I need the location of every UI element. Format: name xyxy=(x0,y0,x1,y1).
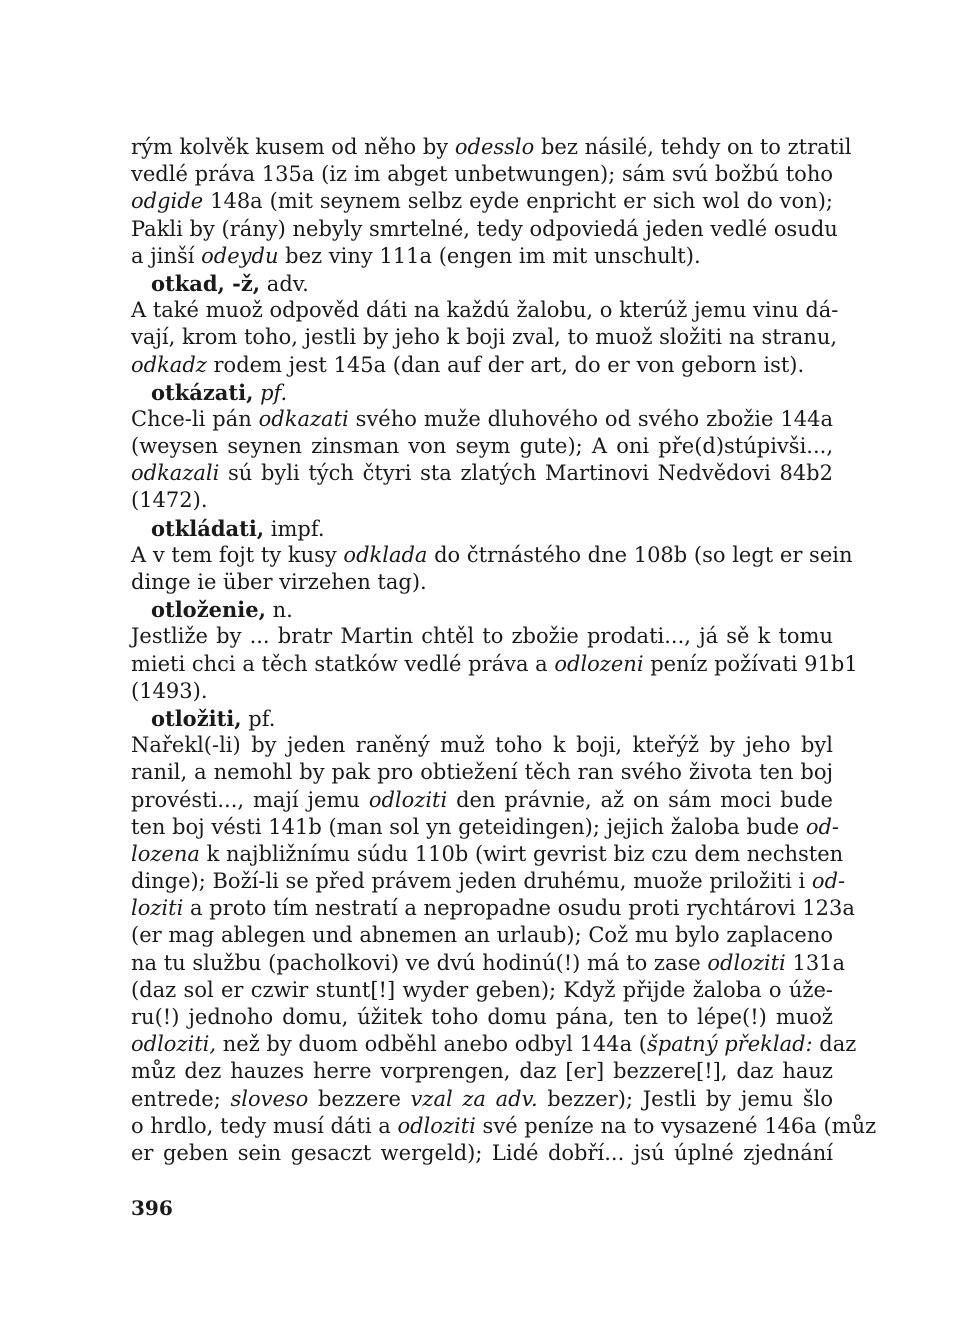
text-span: peníz požívati 91b1 xyxy=(643,651,858,676)
italic-text: odloziti xyxy=(707,950,786,975)
dictionary-text-block xyxy=(131,134,877,1167)
text-line xyxy=(131,1113,877,1140)
text-line xyxy=(131,1140,833,1167)
text-span: bez násilé, tehdy on to ztratil xyxy=(534,135,852,159)
text-line xyxy=(131,460,833,487)
headword: otloženie, xyxy=(151,597,266,623)
italic-text: od- xyxy=(805,814,840,839)
text-span: ranil, a nemohl by pak pro obtiežení těch ran svého života ten boj xyxy=(131,760,833,785)
text-span: A v tem fojt ty kusy xyxy=(131,542,344,567)
text-span: A také muož odpověd dáti na každú žalobu, o kterúž jemu vinu dá- xyxy=(131,298,839,323)
text-span: provésti..., mají jemu xyxy=(131,787,369,812)
italic-text: odloziti xyxy=(397,1113,476,1138)
text-span: své peníze na to vysazené 146a (můz xyxy=(475,1113,877,1138)
italic-text: lozena xyxy=(131,841,200,866)
italic-text: špatný překlad: xyxy=(646,1032,813,1057)
text-line xyxy=(131,542,853,569)
text-span: den právnie, až on sám moci bude xyxy=(447,787,833,812)
text-line xyxy=(131,161,833,188)
headword: otkad, -ž, xyxy=(151,270,261,296)
text-span: (daz sol er czwir stunt[!] wyder geben); Když přijde žaloba o úže- xyxy=(131,977,833,1002)
text-line xyxy=(131,188,833,215)
headword: otkázati, xyxy=(151,379,254,405)
text-line xyxy=(131,406,833,433)
text-span: entrede; xyxy=(131,1086,231,1111)
text-span: impf. xyxy=(264,516,325,541)
italic-text: loziti xyxy=(131,896,184,921)
entry-headword-line xyxy=(131,515,833,542)
text-span: (er mag ablegen und abnemen an urlaub); Což mu bylo zaplaceno xyxy=(131,923,833,948)
text-span: Nařekl(-li) by jeden raněný muž toho k boji, kteřýž by jeho byl xyxy=(131,733,833,758)
text-span: Chce-li pán xyxy=(131,406,259,431)
text-line xyxy=(131,487,833,514)
italic-text: odeydu xyxy=(201,243,279,268)
text-line xyxy=(131,651,858,678)
text-line xyxy=(131,1031,857,1058)
text-span: adv. xyxy=(260,271,309,296)
text-line xyxy=(131,895,855,922)
italic-text: odklada xyxy=(343,542,428,567)
text-line xyxy=(131,1058,833,1085)
italic-text: odkazali xyxy=(131,461,220,486)
italic-text: pf. xyxy=(260,380,288,405)
text-span: (1493). xyxy=(131,678,208,703)
text-line xyxy=(131,787,833,814)
text-span: bezzer); Jestli by jemu šlo xyxy=(537,1086,833,1111)
text-line xyxy=(131,814,840,841)
text-line xyxy=(131,433,833,460)
page-number: 396 xyxy=(131,1196,173,1220)
entry-headword-line xyxy=(131,705,833,732)
text-span: rým kolvěk kusem od něho by xyxy=(131,135,455,159)
italic-text: odloziti, xyxy=(131,1032,217,1057)
text-span: (1472). xyxy=(131,488,208,513)
text-span: než by duom odběhl anebo odbyl 144a ( xyxy=(216,1032,647,1057)
italic-text: od- xyxy=(811,869,846,894)
text-span: a jinší xyxy=(131,243,202,268)
text-line xyxy=(131,732,833,759)
text-span: bez viny 111a (engen im mit unschult). xyxy=(278,243,701,268)
text-line xyxy=(131,1086,833,1113)
text-line xyxy=(131,759,833,786)
text-line xyxy=(131,569,833,596)
text-line xyxy=(131,623,833,650)
text-line xyxy=(131,352,833,379)
text-span: mieti chci a těch statków vedlé práva a xyxy=(131,651,555,676)
text-line xyxy=(131,297,839,324)
text-span: o hrdlo, tedy musí dáti a xyxy=(131,1113,398,1138)
headword: otkládati, xyxy=(151,515,265,541)
text-line xyxy=(131,977,833,1004)
text-span: n. xyxy=(265,598,293,623)
text-span: rodem jest 145a (dan auf der art, do er von geborn ist). xyxy=(206,352,805,377)
text-span: Jestliže by ... bratr Martin chtěl to zbožie prodati..., já sě k tomu xyxy=(131,624,833,649)
headword: otložiti, xyxy=(151,705,242,731)
italic-text: odlozeni xyxy=(554,651,644,676)
text-line xyxy=(131,678,833,705)
entry-headword-line xyxy=(131,379,833,406)
text-line xyxy=(131,922,833,949)
text-line xyxy=(131,1004,833,1031)
text-span: k najbližnímu súdu 110b (wirt gevrist biz czu dem nechsten xyxy=(199,841,844,866)
text-span: 131a xyxy=(785,950,846,975)
text-span: ru(!) jednoho domu, úžitek toho domu pána, ten to lépe(!) muož xyxy=(131,1005,833,1029)
text-span: 148a (mit seynem selbz eyde enpricht er sich wol do von); xyxy=(203,189,833,214)
text-span: bezzere xyxy=(308,1086,411,1111)
italic-text: odloziti xyxy=(368,787,448,812)
text-line xyxy=(131,868,846,895)
text-line xyxy=(131,841,844,868)
text-span: dinge ie über virzehen tag). xyxy=(131,570,427,594)
text-span: dinge); Boží-li se před právem jeden druhému, muože priložiti i xyxy=(131,869,812,894)
text-span: svého muže dluhového od svého zbožie 144a xyxy=(348,406,833,431)
text-span: vedlé práva 135a (iz im abget unbetwungen); sám svú božbú toho xyxy=(131,162,833,187)
text-line xyxy=(131,243,833,270)
text-span: a proto tím nestratí a nepropadne osudu proti rychtárovi 123a xyxy=(183,896,855,921)
entry-headword-line xyxy=(131,596,833,623)
text-line xyxy=(131,324,838,351)
text-span: er geben sein gesaczt wergeld); Lidé dobří... jsú úplné zjednání xyxy=(131,1140,833,1165)
text-line xyxy=(131,134,852,161)
text-span: (weysen seynen zinsman von seym gute); A oni pře(d)stúpivši..., xyxy=(131,434,833,459)
text-span: sú byli tých čtyri sta zlatých Martinovi Nedvědovi 84b2 xyxy=(219,461,833,486)
text-span: do čtrnástého dne 108b (so legt er sein xyxy=(427,542,853,567)
entry-headword-line xyxy=(131,270,833,297)
text-span: Pakli by (rány) nebyly smrtelné, tedy odpoviedá jeden vedlé osudu xyxy=(131,216,838,241)
text-line xyxy=(131,216,838,243)
italic-text: odgide xyxy=(131,189,204,214)
text-span: pf. xyxy=(241,706,276,731)
italic-text: odesslo xyxy=(454,135,535,159)
text-span: vají, krom toho, jestli by jeho k boji zval, to muož složiti na stranu, xyxy=(131,325,838,350)
text-line xyxy=(131,950,846,977)
italic-text: sloveso xyxy=(230,1086,309,1111)
italic-text: vzal za adv. xyxy=(410,1086,538,1111)
text-span: daz xyxy=(812,1032,857,1057)
italic-text: odkadz xyxy=(131,352,207,377)
text-span: ten boj vésti 141b (man sol yn geteidingen); jejich žaloba bude xyxy=(131,814,806,839)
italic-text: odkazati xyxy=(258,406,349,431)
text-span: na tu službu (pacholkovi) ve dvú hodinú(!) má to zase xyxy=(131,950,708,975)
text-span: můz dez hauzes herre vorprengen, daz [er] bezzere[!], daz hauz xyxy=(131,1059,833,1084)
